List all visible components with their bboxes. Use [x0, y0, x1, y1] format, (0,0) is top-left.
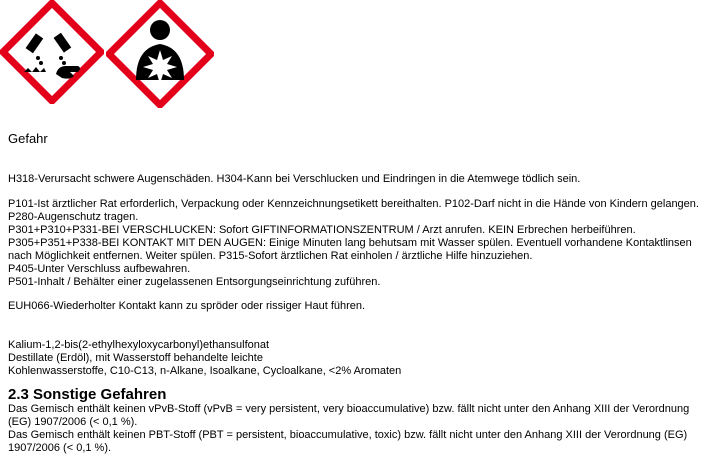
component-line: Kalium-1,2-bis(2-ethylhexyloxycarbonyl)ethansulfonat: [8, 339, 270, 351]
precautionary-line: P305+P351+P338-BEI KONTAKT MIT DEN AUGEN: Einige Minuten lang behutsam mit Wasser spülen. Eventuell vorhandene Kontaktlinsen: [8, 237, 692, 249]
corrosion-icon: [0, 0, 104, 104]
euh-statement: EUH066-Wiederholter Kontakt kann zu spröder oder rissiger Haut führen.: [8, 300, 366, 312]
precautionary-line: nach Möglichkeit entfernen. Weiter spülen. P315-Sofort ärztlichen Rat einholen / ärztliche Hilfe hinzuziehen.: [8, 250, 533, 262]
section-line: Das Gemisch enthält keinen vPvB-Stoff (vPvB = very persistent, very bioaccumulative) bzw. fällt nicht unter den Anhang XIII der Verordnung: [8, 403, 690, 415]
signal-word: Gefahr: [8, 131, 48, 146]
section-line: 1907/2006 (< 0,1 %).: [8, 442, 112, 454]
precautionary-line: P101-Ist ärztlicher Rat erforderlich, Verpackung oder Kennzeichnungsetikett bereithalten. P102-Darf nicht in die Hände von Kindern gelangen.: [8, 198, 699, 210]
component-line: Destillate (Erdöl), mit Wasserstoff behandelte leichte: [8, 352, 263, 364]
precautionary-line: P301+P310+P331-BEI VERSCHLUCKEN: Sofort GIFTINFORMATIONSZENTRUM / Arzt anrufen. KEIN Erbrechen herbeiführen.: [8, 224, 636, 236]
section-line: (EG) 1907/2006 (< 0,1 %).: [8, 416, 138, 428]
component-line: Kohlenwasserstoffe, C10-C13, n-Alkane, Isoalkane, Cycloalkane, <2% Aromaten: [8, 365, 402, 377]
precautionary-line: P501-Inhalt / Behälter einer zugelassenen Entsorgungseinrichtung zuführen.: [8, 276, 381, 288]
section-line: Das Gemisch enthält keinen PBT-Stoff (PBT = persistent, bioaccumulative, toxic) bzw. fällt nicht unter den Anhang XIII der Verordnung (EG): [8, 429, 688, 441]
section-heading: 2.3 Sonstige Gefahren: [8, 386, 167, 403]
hazard-statements: H318-Verursacht schwere Augenschäden. H304-Kann bei Verschlucken und Eindringen in die Atemwege tödlich sein.: [8, 173, 581, 185]
health-hazard-icon: [106, 0, 214, 108]
precautionary-line: P280-Augenschutz tragen.: [8, 211, 139, 223]
precautionary-line: P405-Unter Verschluss aufbewahren.: [8, 263, 191, 275]
